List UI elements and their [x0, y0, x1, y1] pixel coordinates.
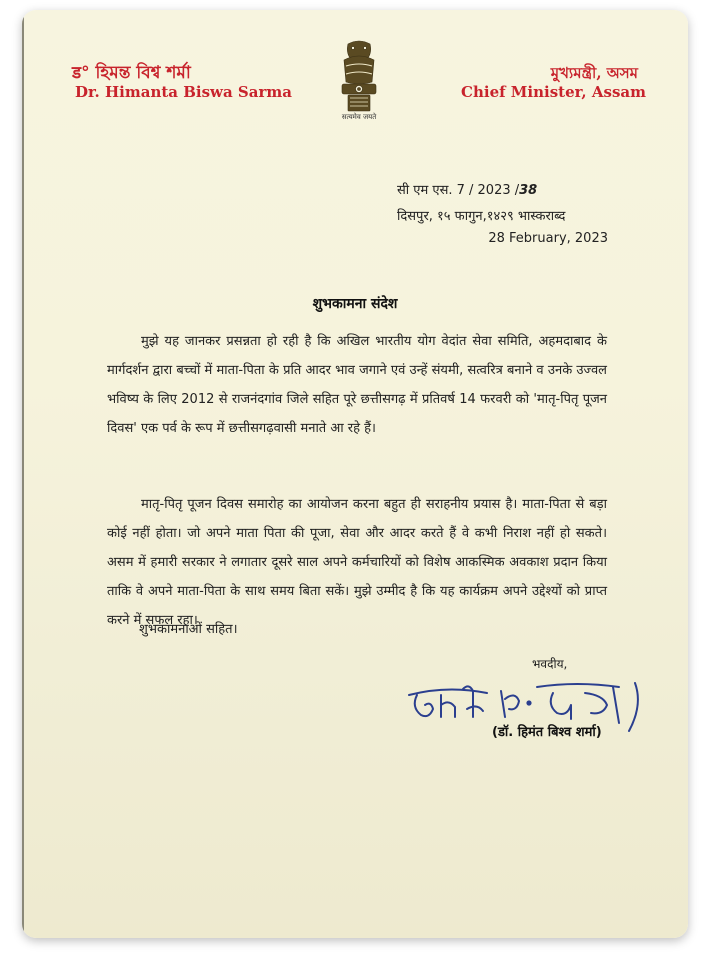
letterhead-name-local: ड° হিমন্ত বিশ্ব শৰ্মা [72, 63, 191, 83]
place-date-local: दिसपुर, १५ फागुन,१४२९ भास्कराब्द [397, 209, 566, 224]
paragraph-2: मातृ-पितृ पूजन दिवस समारोह का आयोजन करना बहुत ही सराहनीय प्रयास है। माता-पिता से बड़ा कोई नहीं होता। जो अपने माता पिता की पूजा, सेवा और आदर करते हैं वे कभी निराश नहीं हो सकते। असम में हमारी सरकार ने लगातार दूसरे साल अपने कर्मचारियों को विशेष आकस्मिक अवकाश प्रदान किया ताकि वे अपने माता-पिता के साथ समय बिता सकें। मुझे उम्मीद है कि यह कार्यक्रम अपने उद्देश्यों को प्राप्त करने में सफल रहा। [107, 497, 607, 628]
letterhead-title-english: Chief Minister, Assam [461, 83, 646, 101]
reference-prefix: सी एम एस. 7 / 2023 / [397, 183, 520, 198]
paragraph-1: मुझे यह जानकर प्रसन्नता हो रही है कि अखिल भारतीय योग वेदांत सेवा समिति, अहमदाबाद के मार्गदर्शन द्वारा बच्चों में माता-पिता के प्रति आदर भाव जगाने एवं उन्हें संयमी, सत्वरित्र बनाने व उनके उज्वल भविष्य के लिए 2012 से राजनंदगांव जिले सहित पूरे छत्तीसगढ़ में प्रतिवर्ष 14 फरवरी को 'मातृ-पितृ पूजन दिवस' एक पर्व के रूप में छत्तीसगढ़वासी मनाते आ रहे हैं। [107, 334, 607, 436]
letter-date: 28 February, 2023 [488, 231, 608, 246]
letter-page [22, 10, 688, 938]
page-edge [22, 10, 24, 938]
reference-number [397, 180, 537, 198]
reference-suffix: 38 [519, 183, 538, 198]
national-emblem-icon [336, 38, 382, 118]
valediction: भवदीय, [532, 657, 568, 671]
signatory-name: (डॉ. हिमंत बिश्व शर्मा) [492, 725, 602, 740]
letter-heading: शुभकामना संदेश [312, 296, 398, 312]
letterhead-name-english: Dr. Himanta Biswa Sarma [75, 83, 292, 101]
closing-line: शुभकामनाओं सहित। [139, 622, 238, 637]
emblem-motto: सत्यमेव जयते [341, 113, 377, 121]
letterhead-title-local: মুখ্যমন্ত্রী, অসম [550, 64, 638, 82]
